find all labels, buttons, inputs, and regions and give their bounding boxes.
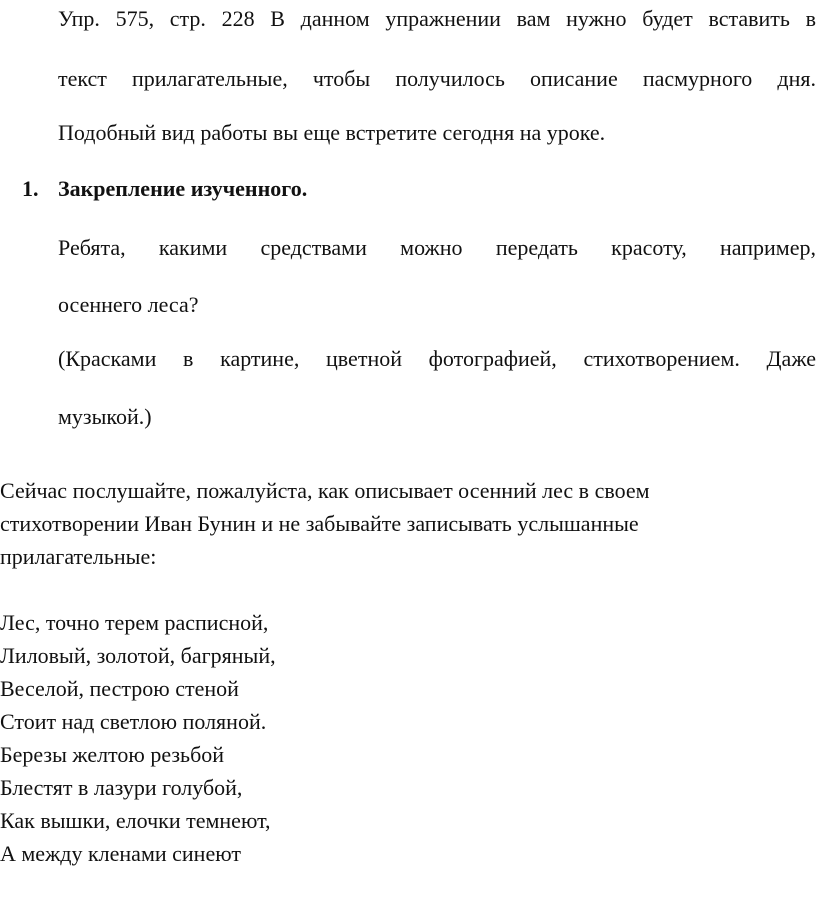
intro-line-3: Подобный вид работы вы еще встретите сегодня на уроке. bbox=[58, 120, 606, 145]
poem-line-2: Лиловый, золотой, багряный, bbox=[0, 643, 276, 668]
section-number: 1. bbox=[22, 176, 39, 201]
question-line-2: осеннего леса? bbox=[58, 292, 199, 317]
question-line-1: Ребята, какими средствами можно передать красоту, например, bbox=[58, 235, 816, 260]
poem-line-8: А между кленами синеют bbox=[0, 841, 241, 866]
poem-line-5: Березы желтою резьбой bbox=[0, 742, 225, 767]
poem-line-7: Как вышки, елочки темнеют, bbox=[0, 808, 271, 833]
section-title: Закрепление изученного. bbox=[58, 176, 308, 201]
poem-line-3: Веселой, пестрою стеной bbox=[0, 676, 239, 701]
instruction-line-3: прилагательные: bbox=[0, 544, 157, 569]
intro-line-2: текст прилагательные, чтобы получилось описание пасмурного дня. bbox=[58, 66, 816, 91]
poem-line-6: Блестят в лазури голубой, bbox=[0, 775, 243, 800]
answer-line-2: музыкой.) bbox=[58, 404, 152, 429]
instruction-line-2: стихотворении Иван Бунин и не забывайте записывать услышанные bbox=[0, 511, 639, 536]
answer-line-1: (Красками в картине, цветной фотографией, стихотворением. Даже bbox=[58, 346, 816, 371]
instruction-line-1: Сейчас послушайте, пожалуйста, как описывает осенний лес в своем bbox=[0, 478, 650, 503]
poem-line-4: Стоит над светлою поляной. bbox=[0, 709, 267, 734]
poem-line-1: Лес, точно терем расписной, bbox=[0, 610, 269, 635]
intro-line-1: Упр. 575, стр. 228 В данном упражнении вам нужно будет вставить в bbox=[58, 6, 816, 31]
